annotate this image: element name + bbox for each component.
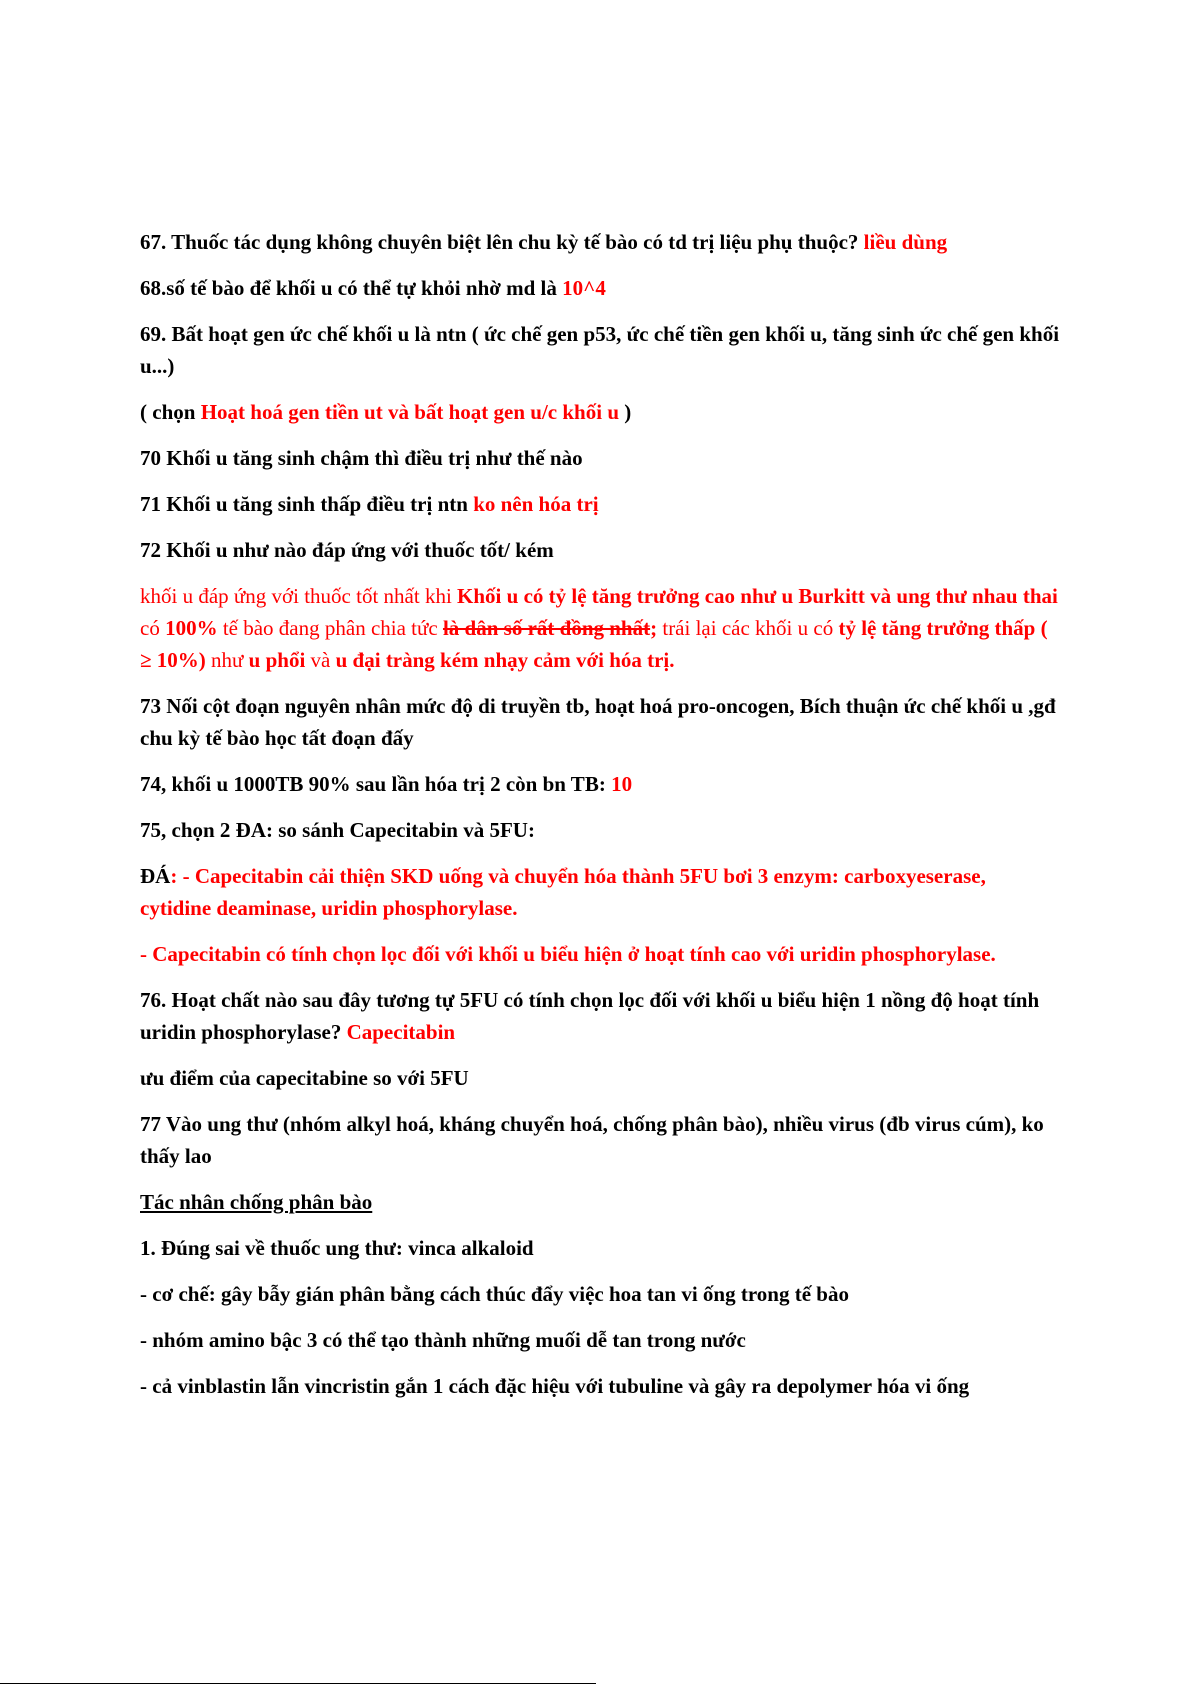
paragraph <box>140 1186 1060 1218</box>
paragraph <box>140 1278 1060 1310</box>
paragraph <box>140 1370 1060 1402</box>
paragraph <box>140 690 1060 754</box>
answer-text: khối u đáp ứng với thuốc tốt nhất khi <box>140 584 458 608</box>
section-heading: Tác nhân chống phân bào <box>140 1190 373 1214</box>
answer-text: u đại tràng kém nhạy cảm với hóa trị. <box>335 648 675 672</box>
question-text: 75, chọn 2 ĐA: so sánh Capecitabin và 5FU: <box>140 818 535 842</box>
question-text: 72 Khối u như nào đáp ứng với thuốc tốt/ kém <box>140 538 554 562</box>
answer-text: : - Capecitabin cải thiện SKD uống và chuyển hóa thành 5FU bơi 3 enzym: carboxyeserase, cytidine deaminase, uridin phosphorylase. <box>140 864 986 920</box>
paragraph <box>140 1232 1060 1264</box>
paragraph <box>140 318 1060 382</box>
paragraph <box>140 984 1060 1048</box>
question-text: ĐÁ <box>140 864 171 888</box>
answer-text: Hoạt hoá gen tiền ut và bất hoạt gen u/c khối u <box>200 400 619 424</box>
question-text: ) <box>619 400 632 424</box>
question-text: 71 Khối u tăng sinh thấp điều trị ntn <box>140 492 474 516</box>
paragraph <box>140 768 1060 800</box>
answer-text: có <box>140 616 166 640</box>
paragraph <box>140 442 1060 474</box>
document-page <box>140 226 1060 1416</box>
paragraph <box>140 1062 1060 1094</box>
answer-text: trái lại các khối u có <box>657 616 839 640</box>
paragraph <box>140 396 1060 428</box>
answer-text: 10^4 <box>562 276 606 300</box>
answer-text: và <box>305 648 336 672</box>
question-text: 69. Bất hoạt gen ức chế khối u là ntn ( ức chế gen p53, ức chế tiền gen khối u, tăng sinh ức chế gen khối u...) <box>140 322 1060 378</box>
question-text: ưu điểm của capecitabine so với 5FU <box>140 1066 469 1090</box>
question-text: 74, khối u 1000TB 90% sau lần hóa trị 2 còn bn TB: <box>140 772 612 796</box>
question-text: 73 Nối cột đoạn nguyên nhân mức độ di truyền tb, hoạt hoá pro-oncogen, Bích thuận ức chế khối u ,gđ chu kỳ tế bào học tất đoạn đấy <box>140 694 1056 750</box>
answer-text: u phổi <box>248 648 306 672</box>
paragraph <box>140 272 1060 304</box>
paragraph <box>140 488 1060 520</box>
question-text: 67. Thuốc tác dụng không chuyên biệt lên chu kỳ tế bào có td trị liệu phụ thuộc? <box>140 230 864 254</box>
paragraph <box>140 814 1060 846</box>
question-text: 1. Đúng sai về thuốc ung thư: vinca alkaloid <box>140 1236 534 1260</box>
paragraph <box>140 1108 1060 1172</box>
paragraph <box>140 1324 1060 1356</box>
answer-text: là dân số rất đồng nhất <box>442 616 651 640</box>
answer-text: 10 <box>611 772 633 796</box>
question-text: 70 Khối u tăng sinh chậm thì điều trị như thế nào <box>140 446 583 470</box>
answer-text: Capecitabin <box>346 1020 456 1044</box>
answer-text: liều dùng <box>863 230 948 254</box>
answer-text: 100% <box>165 616 218 640</box>
paragraph <box>140 860 1060 924</box>
paragraph <box>140 226 1060 258</box>
answer-text: tế bào đang phân chia tức <box>217 616 443 640</box>
question-text: - nhóm amino bậc 3 có thể tạo thành những muối dễ tan trong nước <box>140 1328 746 1352</box>
question-text: 68.số tế bào để khối u có thể tự khỏi nhờ md là <box>140 276 563 300</box>
answer-text: Khối u có tỷ lệ tăng trưởng cao như u Burkitt và ung thư nhau thai <box>457 584 1058 608</box>
footnote-divider <box>0 1683 596 1684</box>
answer-text: ko nên hóa trị <box>473 492 599 516</box>
question-text: - cả vinblastin lẫn vincristin gắn 1 cách đặc hiệu với tubuline và gây ra depolymer hóa vi ống <box>140 1374 970 1398</box>
question-text: 76. Hoạt chất nào sau đây tương tự 5FU có tính chọn lọc đối với khối u biểu hiện 1 nồng độ hoạt tính uridin phosphorylase? <box>140 988 1040 1044</box>
paragraph <box>140 580 1060 676</box>
paragraph <box>140 938 1060 970</box>
answer-text: - Capecitabin có tính chọn lọc đối với khối u biểu hiện ở hoạt tính cao với uridin phosphorylase. <box>140 942 996 966</box>
answer-text: tỷ lệ tăng trưởng thấp ( ≥ 10%) <box>140 616 1048 672</box>
question-text: 77 Vào ung thư (nhóm alkyl hoá, kháng chuyển hoá, chống phân bào), nhiều virus (đb virus cúm), ko thấy lao <box>140 1112 1044 1168</box>
answer-text: như <box>205 648 249 672</box>
paragraph <box>140 534 1060 566</box>
question-text: ( chọn <box>140 400 201 424</box>
question-text: - cơ chế: gây bẫy gián phân bằng cách thúc đẩy việc hoa tan vi ống trong tế bào <box>140 1282 849 1306</box>
answer-text: ; <box>650 616 658 640</box>
